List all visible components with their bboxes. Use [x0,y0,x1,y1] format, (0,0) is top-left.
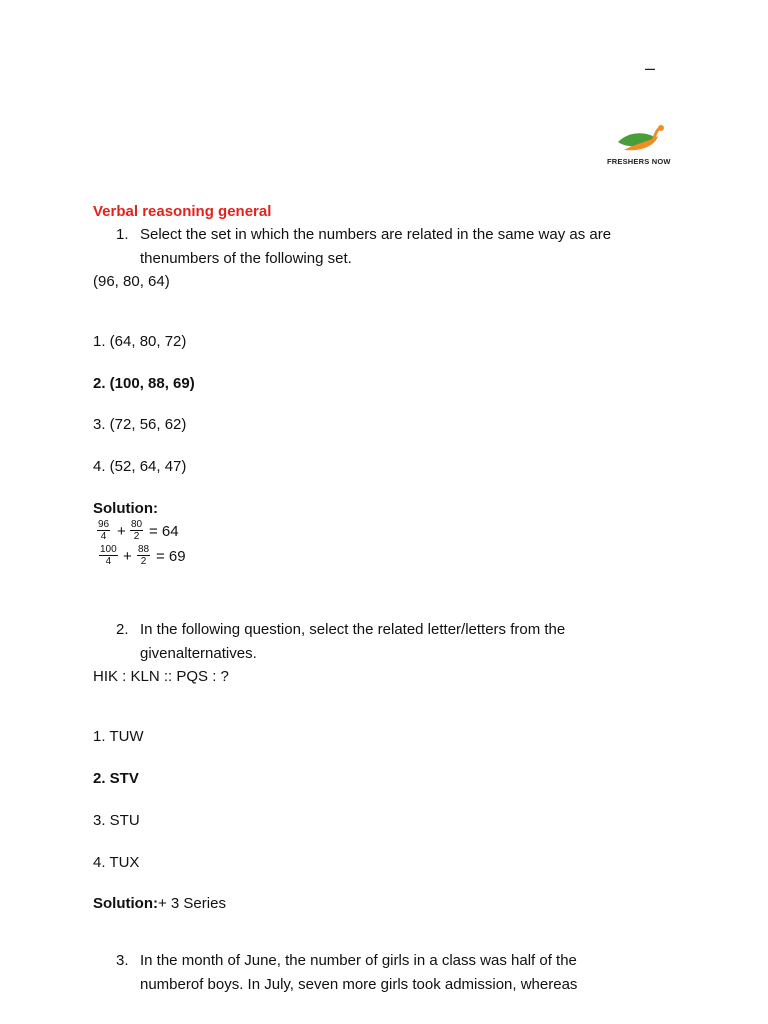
q1-eq1-fraction-a [97,519,110,542]
q1-option-4: 4. (52, 64, 47) [93,458,187,475]
q1-eq1-a-den: 4 [100,531,107,542]
header-dash: – [645,58,656,78]
q1-eq2-a-num: 100 [100,544,117,555]
q2-solution [93,895,226,912]
q1-eq2-b-den: 2 [140,556,147,567]
q1-number: 1. [116,226,129,243]
q1-eq2-plus: + [123,548,132,565]
logo-leaf-icon [604,124,676,158]
q3-number: 3. [116,952,129,969]
q2-number: 2. [116,621,129,638]
q1-eq1-plus: + [117,523,126,540]
q1-eq1-b-num: 80 [131,519,143,530]
q2-option-2-correct: 2. STV [93,770,139,787]
q1-eq1-a-num: 96 [98,519,110,530]
q3-text-line1: In the month of June, the number of girls in a class was half of the [140,952,577,969]
q1-eq2-a-den: 4 [105,556,112,567]
q1-eq1-b-den: 2 [133,531,140,542]
q2-text-line1: In the following question, select the related letter/letters from the [140,621,566,638]
q3-text-line2: numberof boys. In July, seven more girls took admission, whereas [140,976,578,993]
q2-option-3: 3. STU [93,812,140,829]
q1-solution-label: Solution: [93,500,158,517]
q1-eq1-fraction-b [130,519,143,542]
q1-given-set: (96, 80, 64) [93,273,170,290]
q1-eq2-b-num: 88 [138,544,150,555]
section-title: Verbal reasoning general [93,203,272,220]
q1-eq1-result: = 64 [149,523,179,540]
q1-eq2-result: = 69 [156,548,186,565]
q2-option-1: 1. TUW [93,728,144,745]
q1-text-line1: Select the set in which the numbers are related in the same way as are [140,226,612,243]
q2-text-line2: givenalternatives. [140,645,257,662]
q1-option-3: 3. (72, 56, 62) [93,416,187,433]
q1-text-line2: thenumbers of the following set. [140,250,352,267]
q1-eq2-fraction-b [137,544,150,567]
q1-eq2-fraction-a [99,544,118,567]
q2-given: HIK : KLN :: PQS : ? [93,668,229,685]
q2-option-4: 4. TUX [93,854,140,871]
q2-solution-text: + 3 Series [157,895,226,912]
q1-option-1: 1. (64, 80, 72) [93,333,187,350]
logo-text: FRESHERS NOW [607,157,671,166]
q1-option-2-correct: 2. (100, 88, 69) [93,375,195,392]
q2-solution-label: Solution: [93,895,158,912]
freshers-now-logo [604,124,676,170]
